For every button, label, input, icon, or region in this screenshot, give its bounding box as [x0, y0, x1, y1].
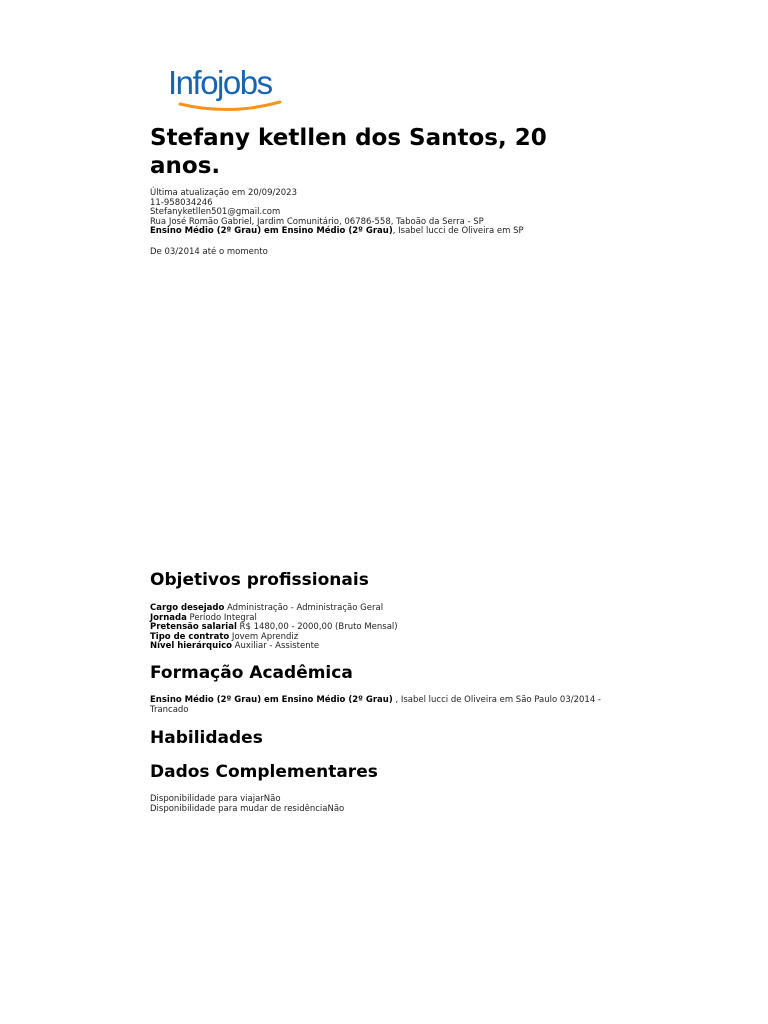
skills-heading: Habilidades — [150, 728, 263, 748]
education-summary-school: , Isabel lucci de Oliveira em SP — [392, 226, 524, 236]
education-summary — [150, 227, 630, 237]
education-school: , Isabel lucci de Oliveira em São Paulo 03/2014 - Trancado — [150, 695, 602, 715]
complementary-heading: Dados Complementares — [150, 762, 378, 782]
relocation-availability: Disponibilidade para mudar de residênciaNão — [150, 803, 345, 814]
objective-item — [150, 642, 620, 652]
logo-swoosh-icon — [178, 100, 282, 114]
phone: 11-958034246 — [150, 197, 213, 208]
objectives-heading: Objetivos profissionais — [150, 570, 369, 590]
education-summary-degree: Ensino Médio (2º Grau) em Ensino Médio (2º Grau) — [150, 226, 393, 236]
logo-text: Infojobs — [168, 64, 272, 101]
candidate-name: Stefany ketllen dos Santos, 20 anos. — [150, 125, 547, 179]
address: Rua José Romão Gabriel, Jardim Comunitário, 06786-558, Taboão da Serra - SP — [150, 216, 484, 227]
objective-value: Administração - Administração Geral — [224, 603, 384, 613]
objective-label: Tipo de contrato — [150, 631, 230, 642]
travel-availability: Disponibilidade para viajarNão — [150, 794, 281, 804]
experience-period: De 03/2014 até o momento — [150, 247, 268, 257]
objectives-list — [150, 604, 620, 652]
objective-value: Jovem Aprendiz — [229, 631, 299, 642]
complementary-list — [150, 795, 620, 814]
education-entry — [150, 696, 610, 715]
objective-value: Auxiliar - Assistente — [231, 641, 320, 651]
objective-value: R$ 1480,00 - 2000,00 (Bruto Mensal) — [236, 622, 398, 632]
infojobs-logo — [168, 66, 288, 116]
education-heading: Formação Acadêmica — [150, 663, 353, 683]
education-degree: Ensino Médio (2º Grau) em Ensino Médio (2º Grau) — [150, 695, 393, 705]
email: Stefanyketllen501@gmail.com — [150, 207, 281, 217]
last-update: Última atualização em 20/09/2023 — [150, 188, 297, 198]
objective-label: Pretensão salarial — [150, 622, 237, 632]
contact-info — [150, 189, 630, 237]
objective-label: Nível hierárquico — [150, 641, 232, 651]
objective-label: Jornada — [150, 612, 187, 623]
objective-label: Cargo desejado — [150, 603, 225, 613]
objective-value: Período Integral — [186, 612, 257, 623]
